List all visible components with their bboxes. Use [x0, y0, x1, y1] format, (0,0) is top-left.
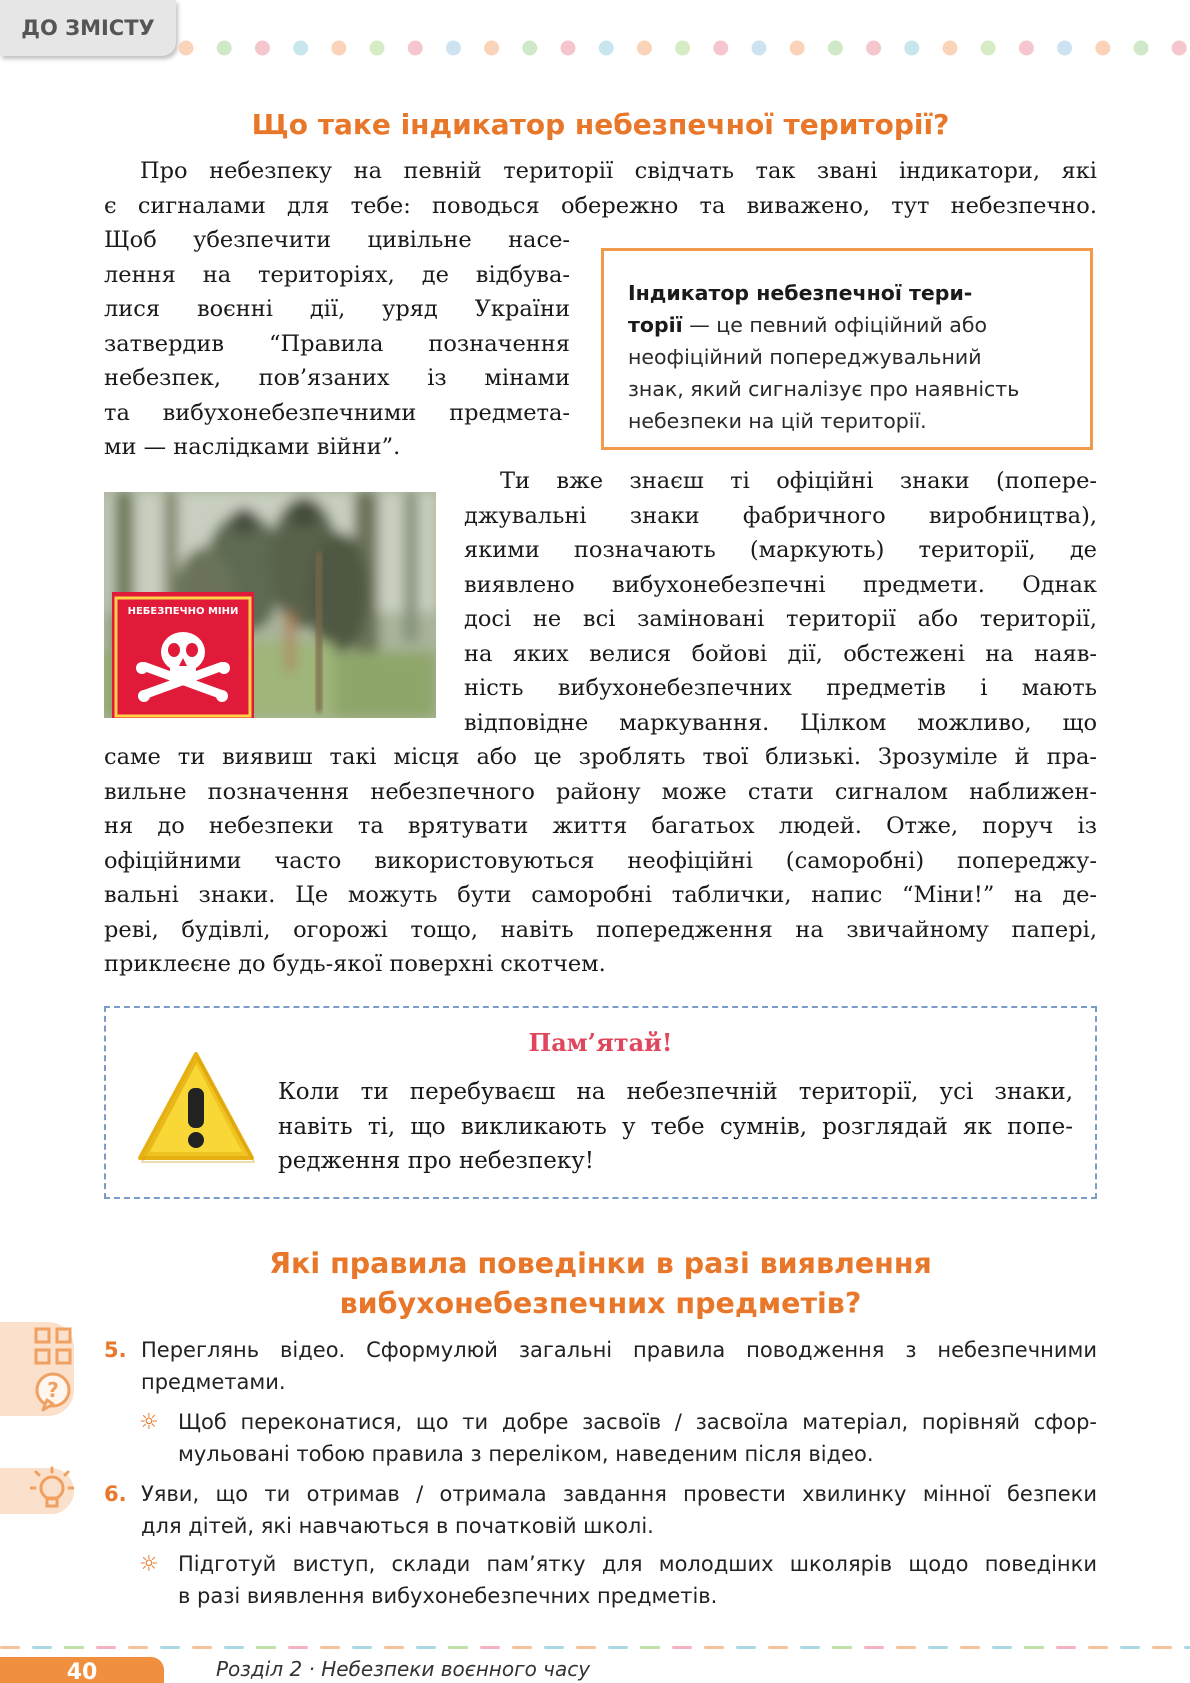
- wrap-left-line: та вибухонебезпечними предмета-: [104, 399, 570, 426]
- task-line: для дітей, які навчаються в початковій школі.: [141, 1514, 654, 1538]
- intro-paragraph: [104, 154, 1097, 223]
- decorative-dash: [480, 1646, 500, 1649]
- wrap-left-line: Щоб убезпечити цивільне насе-: [104, 227, 570, 253]
- decorative-dot: [1019, 41, 1034, 56]
- decorative-dash: [64, 1646, 84, 1649]
- wrap-right-line: досі не всі заміновані території або території,: [464, 606, 1097, 632]
- decorative-dot: [179, 41, 194, 56]
- decorative-dot: [790, 41, 805, 56]
- decorative-dash: [448, 1646, 468, 1649]
- decorative-dash: [288, 1646, 308, 1649]
- task-hint-line: Підготуй виступ, склади пам’ятку для молодших школярів щодо поведінки: [178, 1552, 1097, 1576]
- wrap-right-line: виявлено вибухонебезпечні предмети. Однак: [464, 571, 1097, 598]
- remember-text: [278, 1075, 1073, 1179]
- task-line: Уяви, що ти отримав / отримала завдання провести хвилинку мінної безпеки: [141, 1482, 1097, 1506]
- full-line: саме ти виявиш такі місця або це зроблять твої близькі. Зрозуміле й пра-: [104, 744, 1097, 770]
- definition-text: — це певний офіційний або: [682, 313, 988, 337]
- definition-line-2: [628, 309, 1068, 341]
- remember-line: редження про небезпеку!: [278, 1148, 594, 1174]
- decorative-dash: [864, 1646, 884, 1649]
- photo-illustration: [104, 492, 436, 718]
- decorative-dot: [599, 41, 614, 56]
- footer-dashed-line: [0, 1645, 1190, 1651]
- decorative-dash: [1088, 1646, 1108, 1649]
- decorative-dot: [408, 41, 423, 56]
- decorative-dash: [1120, 1646, 1140, 1649]
- decorative-dash: [256, 1646, 276, 1649]
- decorative-dot: [561, 41, 576, 56]
- full-line: вильне позначення небезпечного району може стати сигналом наближен-: [104, 778, 1097, 805]
- wrap-right-line: якими позначають (маркують) території, де: [464, 537, 1097, 563]
- task-hint-line: мульовані тобою правила з переліком, наведеним після відео.: [178, 1442, 874, 1466]
- full-line: вальні знаки. Це можуть бути саморобні таблички, напис “Міни!” на де-: [104, 882, 1097, 908]
- wrap-left-line: небезпек, пов’язаних із мінами: [104, 365, 570, 391]
- wrap-left-line: лися воєнні дії, уряд України: [104, 296, 570, 322]
- remember-line: навіть ті, що викликають у тебе сумнів, розглядай як попе-: [278, 1113, 1073, 1140]
- decorative-dot: [217, 41, 232, 56]
- definition-line-1: [628, 277, 1068, 309]
- decorative-dot: [331, 41, 346, 56]
- remember-title: Пам’ятай!: [528, 1028, 673, 1057]
- wrap-left-line: затвердив “Правила позначення: [104, 330, 570, 357]
- decorative-dot: [637, 41, 652, 56]
- section-heading-indicator: Що таке індикатор небезпечної території?: [251, 108, 950, 141]
- decorative-dot: [484, 41, 499, 56]
- wrap-right-paragraph: [464, 464, 1097, 740]
- definition-line-4: знак, який сигналізує про наявність: [628, 377, 1020, 401]
- task-hint: [178, 1548, 1097, 1612]
- task-hint-line: в разі виявлення вибухонебезпечних предметів.: [178, 1584, 718, 1608]
- back-to-contents-button[interactable]: ДО ЗМІСТУ: [0, 0, 176, 56]
- qr-code-icon[interactable]: [33, 1326, 73, 1366]
- definition-term-end: торії: [628, 313, 683, 337]
- decorative-dash: [128, 1646, 148, 1649]
- full-line: приклеєне до будь-якої поверхні скотчем.: [104, 951, 606, 977]
- decorative-dash: [192, 1646, 212, 1649]
- decorative-dot: [370, 41, 385, 56]
- decorative-dash: [320, 1646, 340, 1649]
- decorative-dash: [384, 1646, 404, 1649]
- full-line: офіційними часто використовуються неофіційні (саморобні) попереджу-: [104, 847, 1097, 874]
- decorative-dot: [713, 41, 728, 56]
- decorative-dash: [352, 1646, 372, 1649]
- wrap-left-line: лення на територіях, де відбува-: [104, 261, 570, 288]
- decorative-dash: [224, 1646, 244, 1649]
- decorative-dot: [981, 41, 996, 56]
- task-hint: [178, 1406, 1097, 1470]
- wrap-right-line: відповідне маркування. Цілком можливо, що: [464, 709, 1097, 736]
- decorative-dot: [752, 41, 767, 56]
- decorative-dot: [1172, 41, 1187, 56]
- sun-bullet-icon: ☼: [139, 1552, 159, 1577]
- mine-warning-photo: [104, 492, 436, 718]
- decorative-dot: [255, 41, 270, 56]
- footer-section-title: Розділ 2 · Небезпеки воєнного часу: [216, 1657, 591, 1681]
- decorative-dot: [1095, 41, 1110, 56]
- decorative-dash: [160, 1646, 180, 1649]
- full-line: ня до небезпеки та врятувати життя багатьох людей. Отже, поруч із: [104, 813, 1097, 839]
- decorative-dash: [832, 1646, 852, 1649]
- decorative-dash: [1024, 1646, 1044, 1649]
- section-heading-rules-line-1: Які правила поведінки в разі виявлення: [269, 1247, 932, 1280]
- decorative-dash: [1056, 1646, 1076, 1649]
- page-number: 40: [0, 1657, 164, 1683]
- task-hint-line: Щоб переконатися, що ти добре засвоїв / засвоїла матеріал, порівняй сфор-: [178, 1410, 1097, 1434]
- question-icon[interactable]: [33, 1370, 73, 1414]
- decorative-dash: [1152, 1646, 1172, 1649]
- decorative-dash: [736, 1646, 756, 1649]
- decorative-dash: [0, 1646, 20, 1649]
- wrap-right-line: на яких велися бойові дії, обстежені на наяв-: [464, 640, 1097, 667]
- decorative-dot: [828, 41, 843, 56]
- task-number: 5.: [104, 1338, 127, 1362]
- task-line: предметами.: [141, 1370, 286, 1394]
- wrap-right-line: ність вибухонебезпечних предметів і мають: [464, 675, 1097, 701]
- decorative-dash: [576, 1646, 596, 1649]
- decorative-dash: [608, 1646, 628, 1649]
- decorative-dot: [943, 41, 958, 56]
- decorative-dash: [672, 1646, 692, 1649]
- definition-line-3: неофіційний попереджувальний: [628, 345, 982, 369]
- definition-line-5: небезпеки на цій території.: [628, 409, 927, 433]
- decorative-dash: [704, 1646, 724, 1649]
- decorative-dash: [640, 1646, 660, 1649]
- decorative-dot: [522, 41, 537, 56]
- task-text: [141, 1334, 1097, 1398]
- decorative-dash: [544, 1646, 564, 1649]
- intro-line-1: Про небезпеку на певній території свідчать так звані індикатори, які: [140, 158, 1097, 184]
- decorative-dash: [768, 1646, 788, 1649]
- decorative-dash: [800, 1646, 820, 1649]
- decorative-dash: [416, 1646, 436, 1649]
- decorative-dot: [675, 41, 690, 56]
- decorative-dot: [293, 41, 308, 56]
- decorative-dot: [1134, 41, 1149, 56]
- warning-icon: [136, 1048, 256, 1168]
- full-line: реві, будівлі, огорожі тощо, навіть попередження на звичайному папері,: [104, 916, 1097, 943]
- remember-line: Коли ти перебуваєш на небезпечній території, усі знаки,: [278, 1079, 1073, 1105]
- definition-term: Індикатор небезпечної тери-: [628, 281, 973, 305]
- sun-bullet-icon: ☼: [139, 1410, 159, 1435]
- decorative-dots-top: [176, 40, 1190, 60]
- decorative-dash: [1184, 1646, 1190, 1649]
- section-heading-rules: [104, 1244, 1097, 1324]
- task-line: Переглянь відео. Сформулюй загальні правила поводження з небезпечними: [141, 1338, 1097, 1362]
- decorative-dash: [992, 1646, 1012, 1649]
- task-text: [141, 1478, 1097, 1542]
- decorative-dot: [904, 41, 919, 56]
- wrap-right-line: джувальні знаки фабричного виробництва),: [464, 502, 1097, 529]
- decorative-dash: [96, 1646, 116, 1649]
- remember-box: [104, 1006, 1097, 1199]
- sign-text: НЕБЕЗПЕЧНО МІНИ: [127, 606, 239, 617]
- decorative-dash: [512, 1646, 532, 1649]
- svg-text:?: ?: [47, 1378, 59, 1402]
- task-number: 6.: [104, 1482, 127, 1506]
- wrap-right-line: Ти вже знаєш ті офіційні знаки (попере-: [500, 468, 1097, 494]
- decorative-dot: [866, 41, 881, 56]
- section-heading-rules-line-2: вибухонебезпечних предметів?: [339, 1287, 862, 1320]
- lightbulb-icon: [30, 1466, 74, 1516]
- intro-line-2: є сигналами для тебе: поводься обережно та виважено, тут небезпечно.: [104, 192, 1097, 219]
- decorative-dot: [446, 41, 461, 56]
- decorative-dash: [928, 1646, 948, 1649]
- decorative-dash: [896, 1646, 916, 1649]
- wrap-left-paragraph: [104, 223, 570, 465]
- decorative-dot: [1057, 41, 1072, 56]
- wrap-left-line: ми — наслідками війни”.: [104, 434, 401, 460]
- full-width-paragraph: [104, 740, 1097, 982]
- decorative-dash: [32, 1646, 52, 1649]
- decorative-dash: [960, 1646, 980, 1649]
- definition-box: [601, 248, 1093, 450]
